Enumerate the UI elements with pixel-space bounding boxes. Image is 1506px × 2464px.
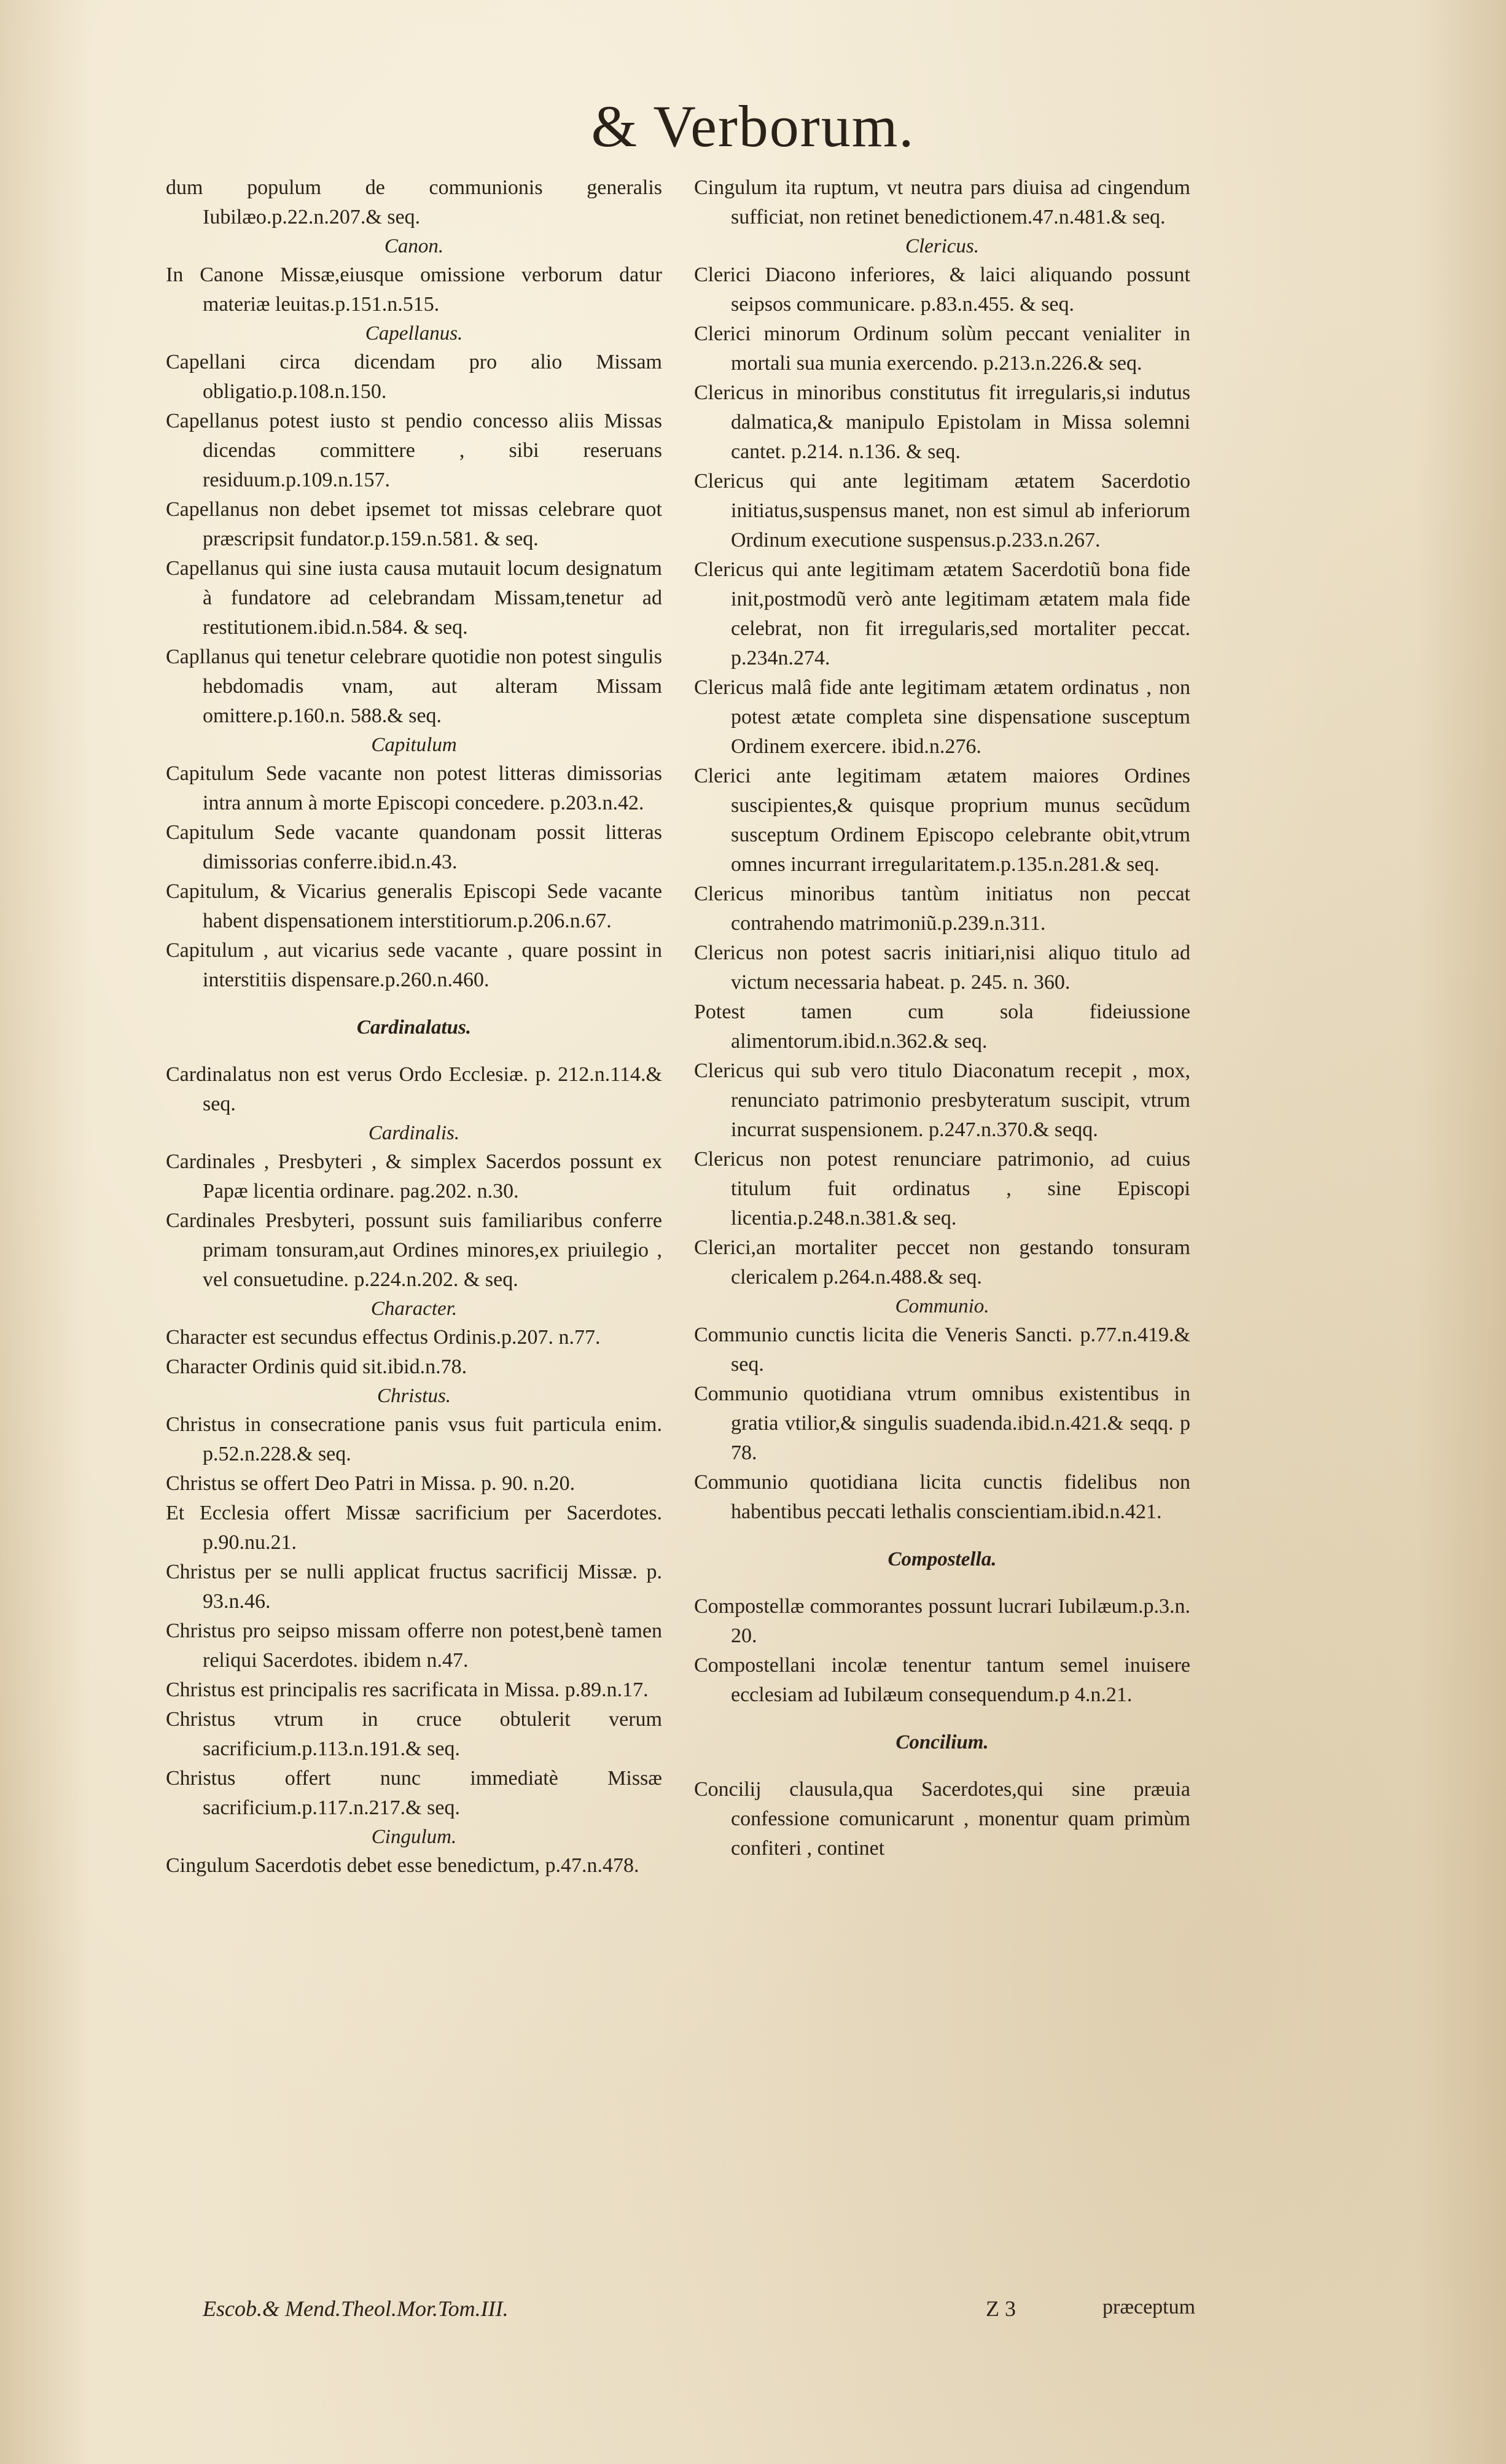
index-entry: Clerici minorum Ordinum solùm peccant venialiter in mortali sua munia exercendo. p.213.n.226.& seq. [694, 322, 1190, 375]
index-entry: Christus in consecratione panis vsus fuit particula enim. p.52.n.228.& seq. [166, 1413, 662, 1465]
index-entry: Clericus qui sub vero titulo Diaconatum recepit , mox, renunciato patrimonio presbyteratum suscipit, vtrum incurrat suspensionem. p.247.n.370.& seqq. [694, 1059, 1190, 1141]
index-entry: Character est secundus effectus Ordinis.p.207. n.77. [166, 1326, 601, 1349]
footer-signature-mark: Z 3 [986, 2296, 1016, 2321]
index-entry: Concilij clausula,qua Sacerdotes,qui sine præuia confessione comunicarunt , monentur quam primùm confiteri , continet [694, 1778, 1190, 1860]
running-head: & Verborum. [591, 93, 915, 159]
index-heading: Cingulum. [371, 1826, 457, 1848]
index-heading: Canon. [384, 235, 444, 257]
footer-book-title: Escob.& Mend.Theol.Mor.Tom.III. [203, 2296, 509, 2321]
index-heading: Character. [370, 1298, 458, 1320]
index-entry: Cardinales , Presbyteri , & simplex Sacerdos possunt ex Papæ licentia ordinare. pag.202. n.30. [166, 1150, 662, 1203]
index-heading: Communio. [895, 1295, 989, 1317]
index-heading: Compostella. [888, 1548, 997, 1570]
index-entry: Cardinalatus non est verus Ordo Ecclesiæ. p. 212.n.114.& seq. [166, 1063, 662, 1115]
index-entry: Clericus non potest renunciare patrimonio, ad cuius titulum fuit ordinatus , sine Episcopi licentia.p.248.n.381.& seq. [694, 1148, 1190, 1230]
index-entry: Clericus in minoribus constitutus fit irregularis,si indutus dalmatica,& manipulo Epistolam in Missa solemni cantet. p.214. n.136. & seq. [694, 381, 1190, 463]
index-entry: Cardinales Presbyteri, possunt suis familiaribus conferre primam tonsuram,aut Ordines minores,ex priuilegio , vel consuetudine. p.224.n.202. & seq. [166, 1209, 662, 1291]
index-entry: Communio quotidiana licita cunctis fidelibus non habentibus peccati lethalis conscientiam.ibid.n.421. [694, 1471, 1190, 1523]
index-entry: Christus est principalis res sacrificata in Missa. p.89.n.17. [166, 1678, 649, 1701]
index-entry: Christus se offert Deo Patri in Missa. p. 90. n.20. [166, 1472, 575, 1495]
index-entry: Christus pro seipso missam offerre non potest,benè tamen reliqui Sacerdotes. ibidem n.47. [166, 1620, 662, 1672]
index-entry: Clericus malâ fide ante legitimam ætatem ordinatus , non potest ætate completa sine dispensatione susceptum Ordinem exercere. ibid.n.276. [694, 676, 1190, 758]
index-entry: Clericus qui ante legitimam ætatem Sacerdotio initiatus,suspensus manet, non est simul ab inferiorum Ordinum executione suspensus.p.233.n.267. [694, 470, 1190, 552]
index-heading: Concilium. [895, 1731, 989, 1753]
left-column [166, 173, 662, 1881]
index-entry: Cingulum Sacerdotis debet esse benedictum, p.47.n.478. [166, 1854, 639, 1877]
index-entry: Capllanus qui tenetur celebrare quotidie non potest singulis hebdomadis vnam, aut alteram Missam omittere.p.160.n. 588.& seq. [166, 645, 662, 727]
index-entry: In Canone Missæ,eiusque omissione verborum datur materiæ leuitas.p.151.n.515. [166, 263, 662, 316]
index-entry: Christus vtrum in cruce obtulerit verum sacrificium.p.113.n.191.& seq. [166, 1708, 662, 1760]
index-heading: Christus. [376, 1385, 451, 1407]
index-entry: Capellani circa dicendam pro alio Missam obligatio.p.108.n.150. [166, 351, 662, 403]
index-entry: Christus offert nunc immediatè Missæ sacrificium.p.117.n.217.& seq. [166, 1767, 662, 1819]
index-entry: Clerici Diacono inferiores, & laici aliquando possunt seipsos communicare. p.83.n.455. & seq. [694, 263, 1190, 316]
index-heading: Clericus. [905, 235, 980, 257]
index-entry: Communio quotidiana vtrum omnibus existentibus in gratia vtilior,& singulis suadenda.ibid.n.421.& seqq. p 78. [694, 1382, 1190, 1464]
index-entry: Character Ordinis quid sit.ibid.n.78. [166, 1355, 467, 1378]
index-entry: Capellanus non debet ipsemet tot missas celebrare quot præscripsit fundator.p.159.n.581. & seq. [166, 498, 662, 550]
index-heading: Capellanus. [365, 322, 463, 345]
index-entry: dum populum de communionis generalis Iubilæo.p.22.n.207.& seq. [166, 176, 662, 228]
index-entry: Capellanus qui sine iusta causa mutauit locum designatum à fundatore ad celebrandam Missam,tenetur ad restitutionem.ibid.n.584. & seq. [166, 557, 662, 639]
index-entry: Compostellæ commorantes possunt lucrari Iubilæum.p.3.n. 20. [694, 1595, 1190, 1647]
index-entry: Capitulum Sede vacante quandonam possit litteras dimissorias conferre.ibid.n.43. [166, 821, 662, 873]
index-entry: Clericus minoribus tantùm initiatus non peccat contrahendo matrimoniũ.p.239.n.311. [694, 883, 1190, 935]
index-entry: Capellanus potest iusto st pendio concesso aliis Missas dicendas committere , sibi reseruans residuum.p.109.n.157. [166, 410, 662, 491]
index-entry: Capitulum , aut vicarius sede vacante , quare possint in interstitiis dispensare.p.260.n.460. [166, 939, 662, 991]
index-entry: Christus per se nulli applicat fructus sacrificij Missæ. p. 93.n.46. [166, 1561, 662, 1613]
index-entry: Clericus non potest sacris initiari,nisi aliquo titulo ad victum necessaria habeat. p. 245. n. 360. [694, 942, 1190, 994]
index-entry: Capitulum Sede vacante non potest litteras dimissorias intra annum à morte Episcopi concedere. p.203.n.42. [166, 762, 662, 814]
index-entry: Clerici,an mortaliter peccet non gestando tonsuram clericalem p.264.n.488.& seq. [694, 1236, 1190, 1289]
index-entry: Capitulum, & Vicarius generalis Episcopi Sede vacante habent dispensationem interstitiorum.p.206.n.67. [166, 880, 662, 932]
index-entry: Clerici ante legitimam ætatem maiores Ordines suscipientes,& quisque proprium munus secũdum susceptum Ordinem Episcopo celebrante obit,vtrum omnes incurrant irregularitatem.p.135.n.281.& seq. [694, 765, 1190, 876]
footer-catchword: præceptum [1102, 2296, 1196, 2318]
index-entry: Clericus qui ante legitimam ætatem Sacerdotiũ bona fide init,postmodũ verò ante legitimam ætatem mala fide celebrat, non fit irregularis,sed mortaliter peccat. p.234n.274. [694, 558, 1190, 669]
index-heading: Capitulum [371, 734, 457, 756]
right-column [694, 173, 1190, 1863]
index-entry: Potest tamen cum sola fideiussione alimentorum.ibid.n.362.& seq. [694, 1000, 1190, 1053]
index-entry: Et Ecclesia offert Missæ sacrificium per Sacerdotes. p.90.nu.21. [166, 1502, 662, 1554]
index-heading: Cardinalis. [368, 1122, 460, 1144]
index-entry: Compostellani incolæ tenentur tantum semel inuisere ecclesiam ad Iubilæum consequendum.p 4.n.21. [694, 1654, 1190, 1706]
index-entry: Cingulum ita ruptum, vt neutra pars diuisa ad cingendum sufficiat, non retinet benedictionem.47.n.481.& seq. [694, 176, 1190, 228]
index-entry: Communio cunctis licita die Veneris Sancti. p.77.n.419.& seq. [694, 1324, 1190, 1376]
index-heading: Cardinalatus. [356, 1016, 472, 1039]
